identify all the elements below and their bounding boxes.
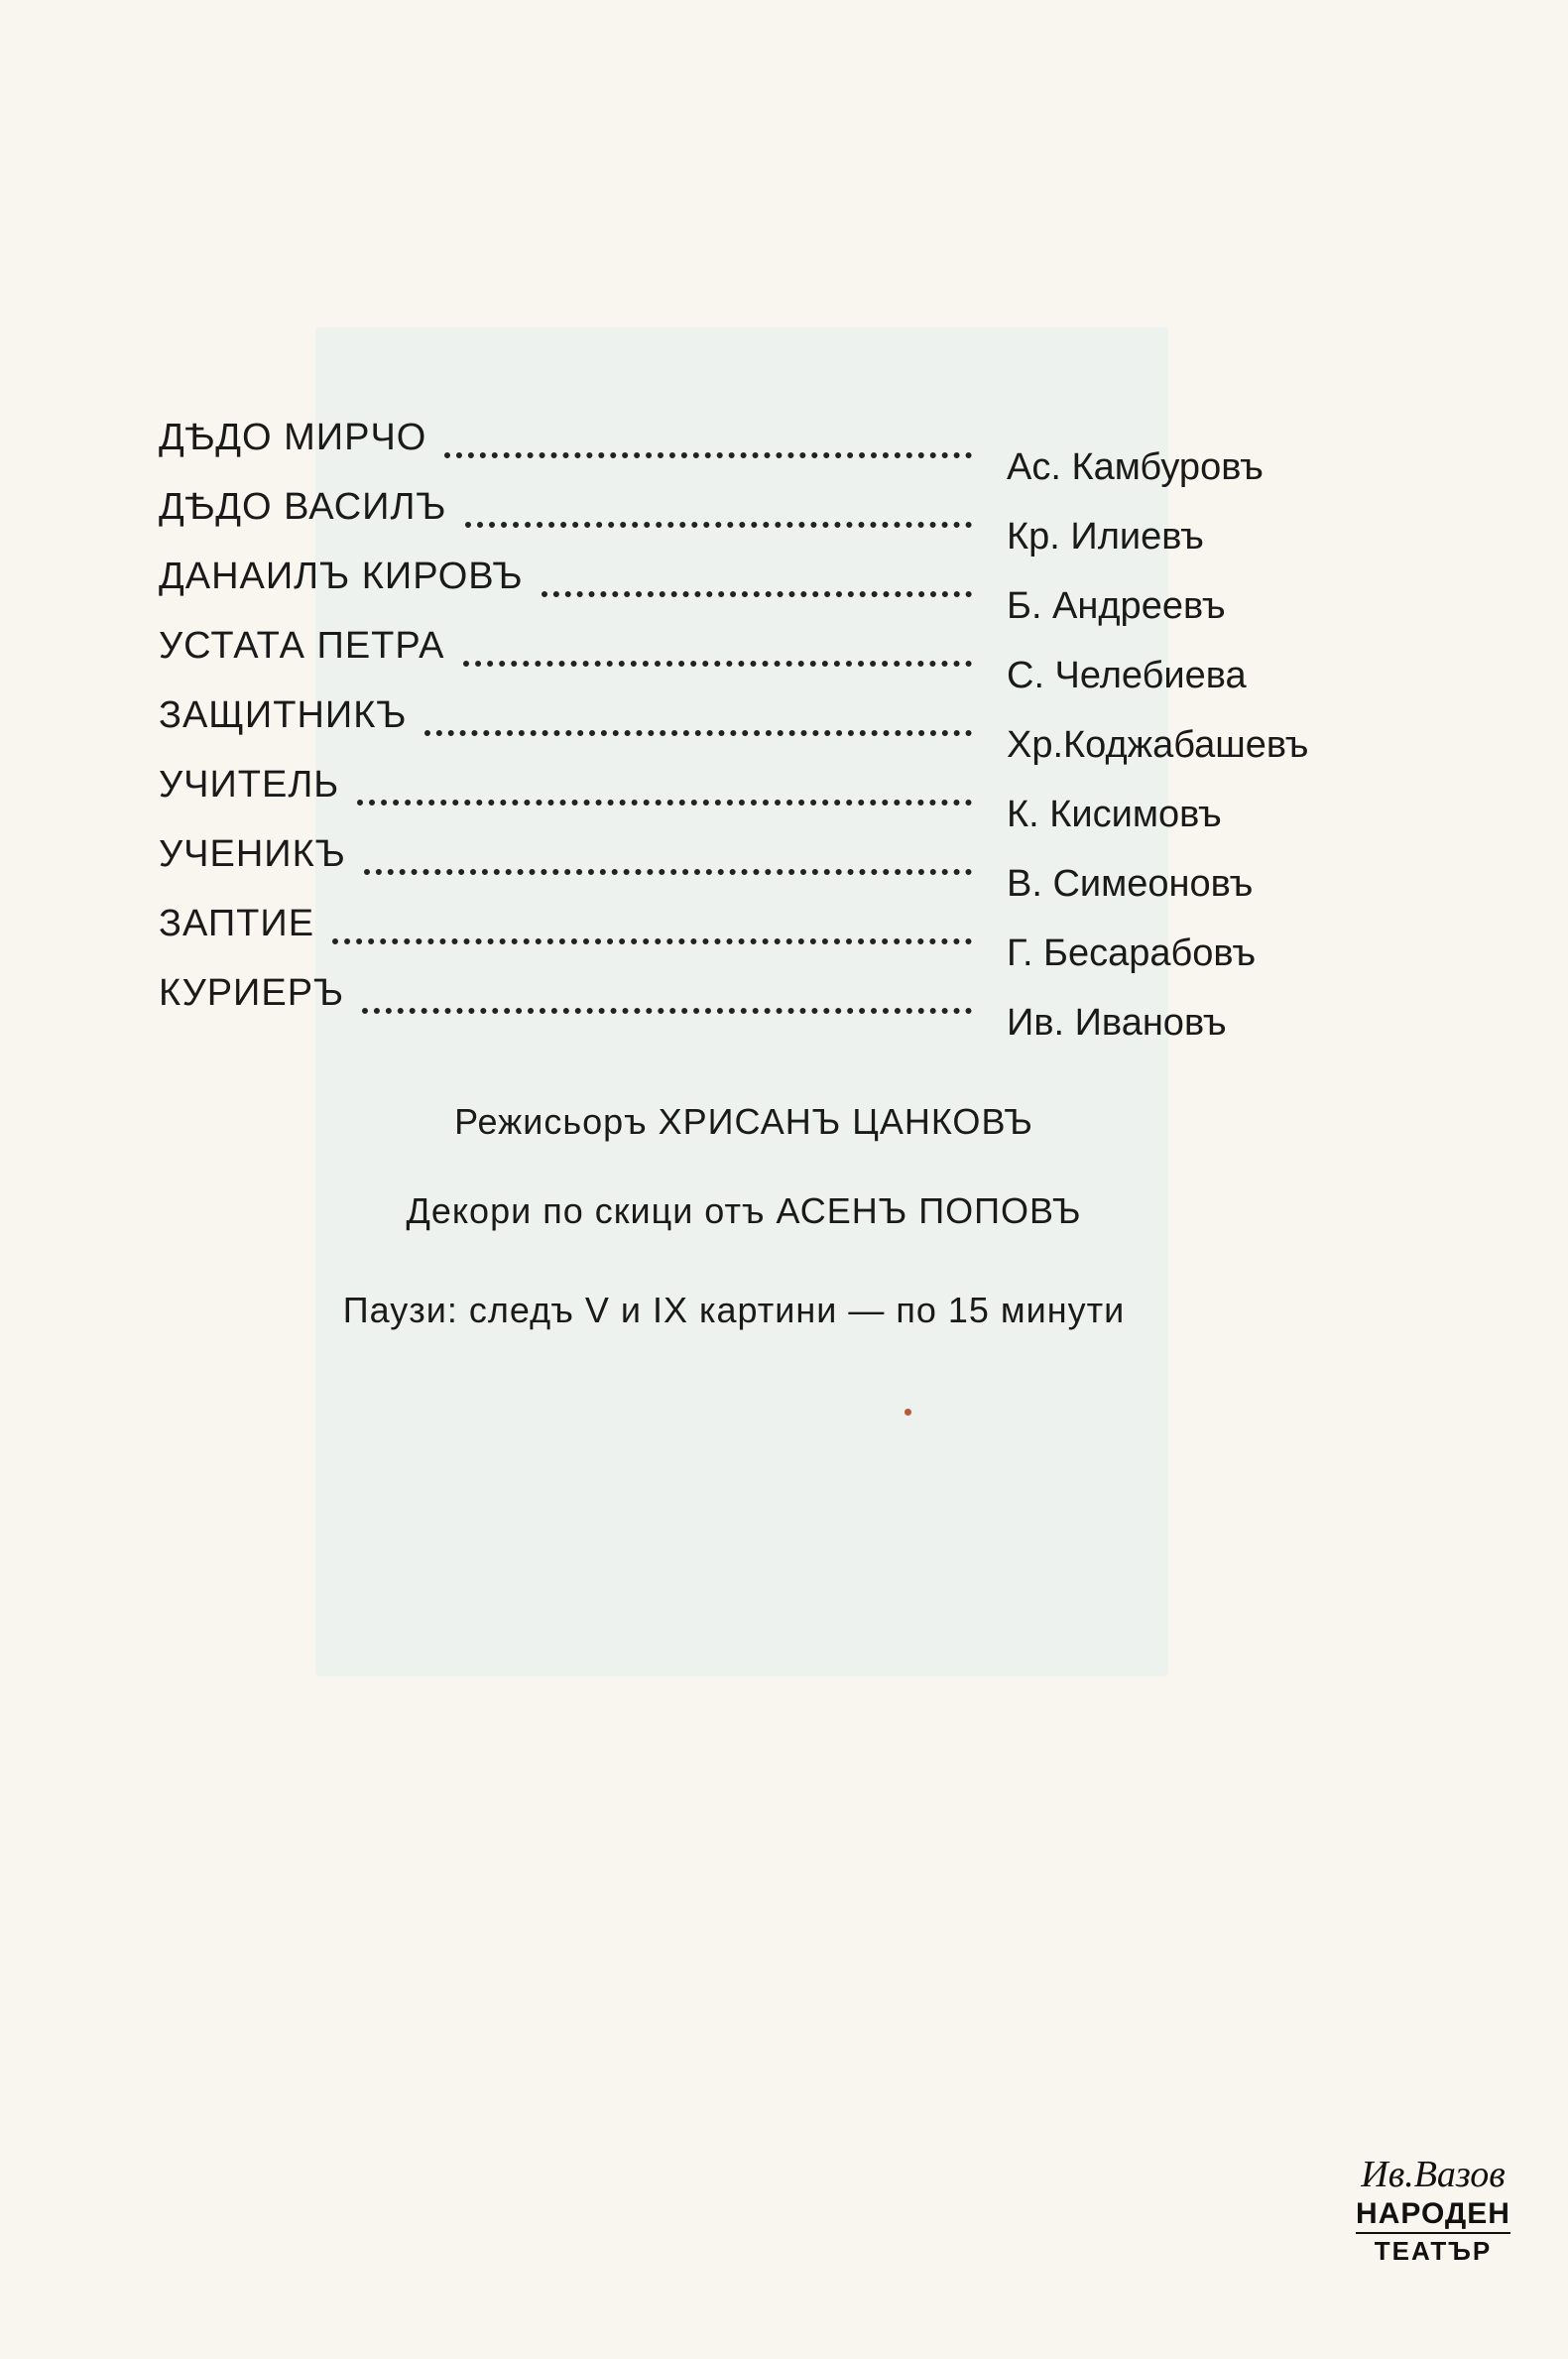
actor-name: В. Симеоновъ (1007, 863, 1254, 905)
role-name: ДАНАИЛЪ КИРОВЪ (159, 556, 524, 597)
cast-row (159, 903, 1349, 972)
cast-row (159, 625, 1349, 694)
cast-row (159, 972, 1349, 1042)
cast-row (159, 694, 1349, 764)
director-credit: Режисьоръ ХРИСАНЪ ЦАНКОВЪ (454, 1101, 1033, 1142)
pauses-note: Паузи: следъ V и IX картини — по 15 минути (342, 1290, 1126, 1330)
dot-leader (364, 869, 972, 875)
dot-leader (542, 591, 972, 597)
cast-row (159, 764, 1349, 833)
dot-leader (424, 730, 972, 736)
cast-row (159, 417, 1349, 486)
actor-name: Г. Бесарабовъ (1007, 932, 1257, 974)
actor-name: С. Челебиева (1007, 655, 1247, 696)
role-name: ЗАЩИТНИКЪ (159, 694, 408, 736)
role-name: УЧИТЕЛЬ (159, 764, 340, 806)
dot-leader (465, 522, 972, 528)
dot-leader (463, 661, 972, 667)
logo-line-2: ТЕАТЪР (1374, 2236, 1493, 2266)
actor-name: Кр. Илиевъ (1007, 516, 1204, 558)
role-name: УЧЕНИКЪ (159, 833, 346, 875)
actor-name: К. Кисимовъ (1007, 794, 1222, 835)
dot-leader (362, 1008, 972, 1014)
bleed-through-text (149, 1736, 1319, 2113)
ink-spot (905, 1409, 911, 1416)
actor-name: Б. Андреевъ (1007, 585, 1226, 627)
role-name: УСТАТА ПЕТРА (159, 625, 445, 667)
logo-signature: Ив.Вазов (1361, 2154, 1506, 2195)
role-name: ДѢДО ВАСИЛЪ (159, 486, 447, 528)
role-name: ДѢДО МИРЧО (159, 417, 427, 458)
dot-leader (357, 800, 972, 806)
cast-row (159, 556, 1349, 625)
role-name: ЗАПТИЕ (159, 903, 315, 944)
dot-leader (332, 938, 972, 944)
logo-line-1: НАРОДЕН (1356, 2196, 1510, 2234)
cast-list (159, 417, 1349, 1042)
dot-leader (444, 452, 972, 458)
actor-name: Ив. Ивановъ (1007, 1002, 1227, 1044)
actor-name: Ас. Камбуровъ (1007, 446, 1264, 488)
national-theatre-logo (1339, 2153, 1527, 2301)
role-name: КУРИЕРЪ (159, 972, 345, 1014)
cast-row (159, 486, 1349, 556)
actor-name: Хр.Коджабашевъ (1007, 724, 1309, 766)
cast-row (159, 833, 1349, 903)
decor-credit: Декори по скици отъ АСЕНЪ ПОПОВЪ (406, 1190, 1082, 1231)
